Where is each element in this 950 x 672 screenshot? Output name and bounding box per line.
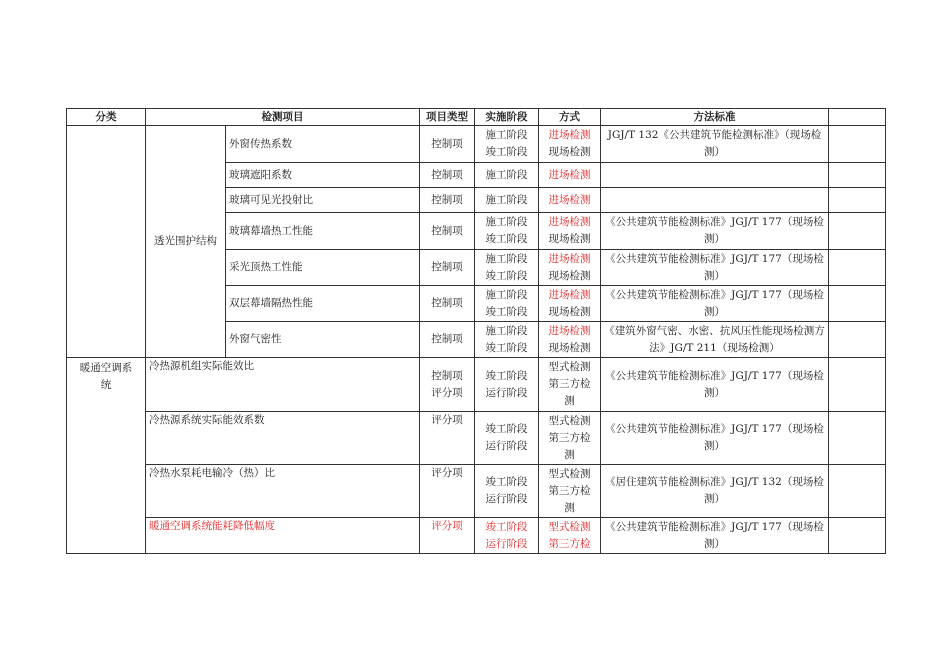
standard-cell: 《建筑外窗气密、水密、抗风压性能现场检测方法》JG/T 211（现场检测） <box>601 322 829 358</box>
method-cell: 进场检测 <box>539 188 601 213</box>
extra-cell <box>829 412 886 465</box>
type-cell: 评分项 <box>420 518 475 554</box>
standard-cell <box>601 188 829 213</box>
header-category: 分类 <box>67 109 146 126</box>
type-cell: 控制项 <box>420 188 475 213</box>
type-cell: 控制项 <box>420 213 475 250</box>
type-cell: 控制项 评分项 <box>420 358 475 412</box>
item-cell: 玻璃幕墙热工性能 <box>226 213 420 250</box>
extra-cell <box>829 465 886 518</box>
standard-cell: 《公共建筑节能检测标准》JGJ/T 177（现场检测） <box>601 358 829 412</box>
standard-cell: 《公共建筑节能检测标准》JGJ/T 177（现场检测） <box>601 286 829 322</box>
table-header-row <box>67 109 886 126</box>
type-cell: 评分项 <box>420 412 475 465</box>
stage-cell: 施工阶段 竣工阶段 <box>475 213 539 250</box>
stage-cell: 施工阶段 <box>475 163 539 188</box>
header-method: 方式 <box>539 109 601 126</box>
method-cell: 进场检测 现场检测 <box>539 250 601 286</box>
table-row <box>67 518 886 554</box>
type-cell: 控制项 <box>420 250 475 286</box>
header-standard: 方法标准 <box>601 109 829 126</box>
method-cell: 型式检测第三方检测 <box>539 358 601 412</box>
method-cell: 进场检测 <box>539 163 601 188</box>
stage-cell: 竣工阶段 运行阶段 <box>475 465 539 518</box>
method-cell: 型式检测第三方检测 <box>539 412 601 465</box>
extra-cell <box>829 126 886 163</box>
extra-cell <box>829 213 886 250</box>
standard-cell: JGJ/T 132《公共建筑节能检测标准》（现场检测） <box>601 126 829 163</box>
item-cell: 玻璃可见光投射比 <box>226 188 420 213</box>
item-cell: 双层幕墙隔热性能 <box>226 286 420 322</box>
table-row <box>67 465 886 518</box>
header-type: 项目类型 <box>420 109 475 126</box>
type-cell: 控制项 <box>420 322 475 358</box>
header-extra <box>829 109 886 126</box>
method-cell: 进场检测 现场检测 <box>539 322 601 358</box>
type-cell: 控制项 <box>420 286 475 322</box>
standard-cell: 《公共建筑节能检测标准》JGJ/T 177（现场检测） <box>601 518 829 554</box>
method-cell: 进场检测 现场检测 <box>539 286 601 322</box>
standard-cell: 《公共建筑节能检测标准》JGJ/T 177（现场检测） <box>601 412 829 465</box>
stage-cell: 竣工阶段 运行阶段 <box>475 358 539 412</box>
extra-cell <box>829 163 886 188</box>
method-cell: 进场检测 现场检测 <box>539 213 601 250</box>
method-cell: 型式检测 第三方检 <box>539 518 601 554</box>
item-cell: 冷热源机组实际能效比 <box>146 358 420 412</box>
extra-cell <box>829 322 886 358</box>
header-item: 检测项目 <box>146 109 420 126</box>
standard-cell: 《公共建筑节能检测标准》JGJ/T 177（现场检测） <box>601 250 829 286</box>
standard-cell <box>601 163 829 188</box>
stage-cell: 施工阶段 竣工阶段 <box>475 126 539 163</box>
item-cell: 采光顶热工性能 <box>226 250 420 286</box>
stage-cell: 竣工阶段 运行阶段 <box>475 518 539 554</box>
extra-cell <box>829 188 886 213</box>
item-cell: 冷热源系统实际能效系数 <box>146 412 420 465</box>
table-row <box>67 412 886 465</box>
item-cell: 外窗传热系数 <box>226 126 420 163</box>
stage-cell: 施工阶段 竣工阶段 <box>475 250 539 286</box>
item-cell: 玻璃遮阳系数 <box>226 163 420 188</box>
table-row <box>67 358 886 412</box>
detection-table <box>66 108 886 554</box>
extra-cell <box>829 518 886 554</box>
extra-cell <box>829 286 886 322</box>
item-cell: 外窗气密性 <box>226 322 420 358</box>
category-cell-empty <box>67 126 146 358</box>
stage-cell: 施工阶段 竣工阶段 <box>475 286 539 322</box>
stage-cell: 施工阶段 竣工阶段 <box>475 322 539 358</box>
item-cell: 冷热水泵耗电输冷（热）比 <box>146 465 420 518</box>
extra-cell <box>829 358 886 412</box>
standard-cell: 《公共建筑节能检测标准》JGJ/T 177（现场检测） <box>601 213 829 250</box>
standard-cell: 《居住建筑节能检测标准》JGJ/T 132（现场检测） <box>601 465 829 518</box>
stage-cell: 施工阶段 <box>475 188 539 213</box>
table-row <box>67 126 886 163</box>
extra-cell <box>829 250 886 286</box>
header-stage: 实施阶段 <box>475 109 539 126</box>
item-cell: 暖通空调系统能耗降低幅度 <box>146 518 420 554</box>
group-transparent: 透光围护结构 <box>146 126 226 358</box>
type-cell: 控制项 <box>420 126 475 163</box>
type-cell: 评分项 <box>420 465 475 518</box>
stage-cell: 竣工阶段 运行阶段 <box>475 412 539 465</box>
group-hvac: 暖通空调系统 <box>67 358 146 554</box>
type-cell: 控制项 <box>420 163 475 188</box>
method-cell: 进场检测 现场检测 <box>539 126 601 163</box>
method-cell: 型式检测第三方检测 <box>539 465 601 518</box>
